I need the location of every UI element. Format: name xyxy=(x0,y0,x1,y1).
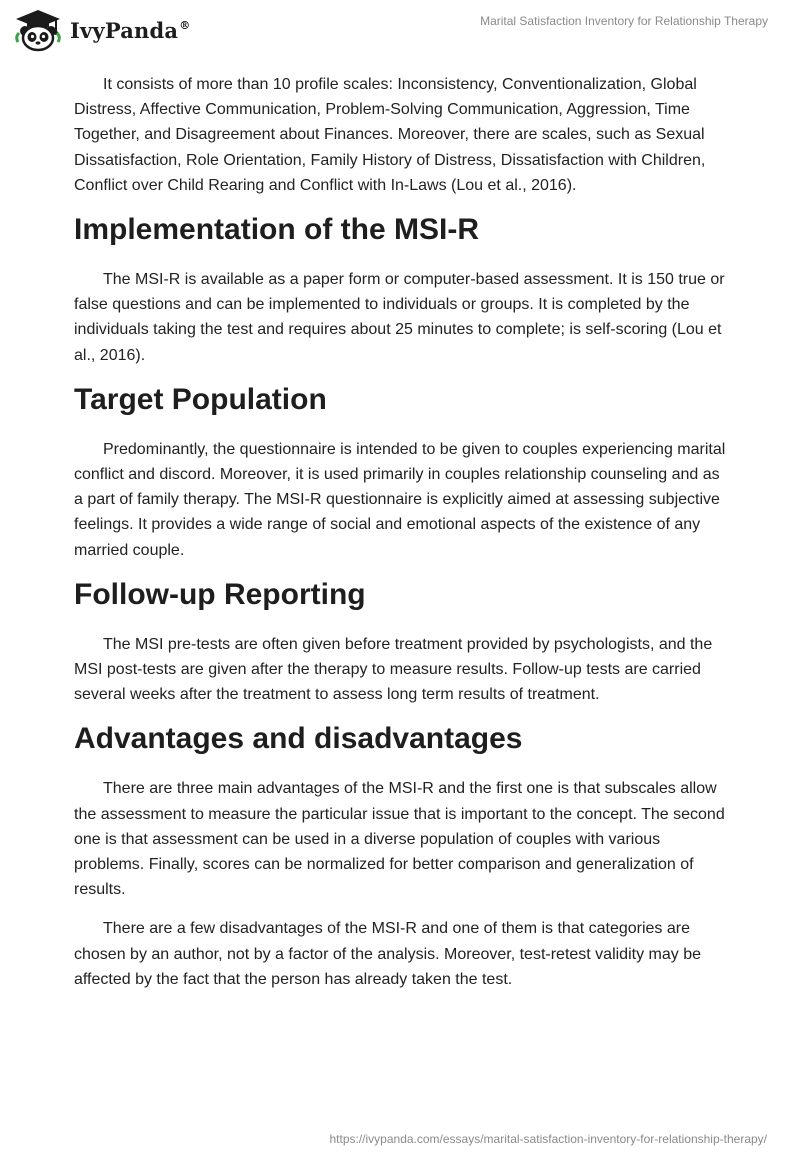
intro-paragraph: It consists of more than 10 profile scales: Inconsistency, Conventionalization, Global Distress, Affective Communication, Problem-Solving Communication, Aggression, Time Together, and Disagreement about Finances. Moreover, there are scales, such as Sexual Dissatisfaction, Role Orientation, Family History of Distress, Dissatisfaction with Children, Conflict over Child Rearing and Conflict with In-Laws (Lou et al., 2016). xyxy=(74,76,706,194)
page-header xyxy=(0,0,800,60)
document-title: Marital Satisfaction Inventory for Relationship Therapy xyxy=(480,14,768,28)
paragraph-disadvantages: There are a few disadvantages of the MSI-R and one of them is that categories are chosen by an author, not by a factor of the analysis. Moreover, test-retest validity may be affected by the fact that the person has already taken the test. xyxy=(74,920,701,988)
paragraph-target-population: Predominantly, the questionnaire is intended to be given to couples experiencing marital conflict and discord. Moreover, it is used primarily in couples relationship counseling and as a part of family therapy. The MSI-R questionnaire is explicitly aimed at assessing subjective feelings. It provides a wide range of social and emotional aspects of the existence of any married couple. xyxy=(74,440,726,559)
paragraph-follow-up: The MSI pre-tests are often given before treatment provided by psychologists, and the MSI post-tests are given after the therapy to measure results. Follow-up tests are carried several weeks after the treatment to assess long term results of treatment. xyxy=(74,635,713,704)
heading-follow-up: Follow-up Reporting xyxy=(74,577,366,611)
heading-advantages: Advantages and disadvantages xyxy=(74,722,523,756)
essay-body xyxy=(74,72,730,1006)
heading-target-population: Target Population xyxy=(74,382,327,416)
source-url[interactable]: https://ivypanda.com/essays/marital-satisfaction-inventory-for-relationship-therapy/ xyxy=(329,1132,767,1146)
brand-logo[interactable] xyxy=(14,8,190,52)
brand-name: IvyPanda® xyxy=(70,17,191,43)
paragraph-advantages: There are three main advantages of the MSI-R and the first one is that subscales allow the assessment to measure the particular issue that is important to the concept. The second one is that assessment can be used in a diverse population of couples with various problems. Finally, scores can be normalized for better comparison and generalization of results. xyxy=(74,780,725,899)
paragraph-implementation: The MSI-R is available as a paper form or computer-based assessment. It is 150 true or false questions and can be implemented to individuals or groups. It is completed by the individuals taking the test and requires about 25 minutes to complete; is self-scoring (Lou et al., 2016). xyxy=(74,271,725,364)
graduation-panda-icon xyxy=(14,8,62,52)
heading-implementation: Implementation of the MSI-R xyxy=(74,213,479,247)
